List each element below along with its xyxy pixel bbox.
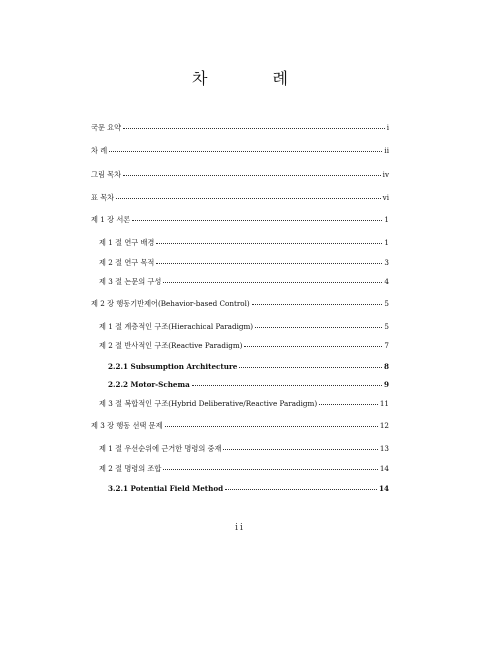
toc-entry-label: 표 목차 <box>91 193 115 202</box>
toc-entry-label: 제 1 절 우선순위에 근거한 명령의 중재 <box>99 444 222 453</box>
toc-entry[interactable] <box>91 299 389 309</box>
toc-entry-label: 제 2 장 행동기반제어(Behavior-based Control) <box>91 299 250 308</box>
toc-entry-page: 3 <box>384 258 389 267</box>
toc-entry-label: 2.2.1 Subsumption Architecture <box>108 362 238 371</box>
toc-entry[interactable] <box>91 170 389 180</box>
toc-entry[interactable] <box>91 421 389 431</box>
dot-leader <box>156 237 382 244</box>
toc-entry-page: vi <box>382 193 389 202</box>
toc-entry-label: 그림 목차 <box>91 170 122 179</box>
dot-leader <box>156 257 382 264</box>
toc-entry-label: 제 1 장 서론 <box>91 215 131 224</box>
toc-entry[interactable] <box>108 362 389 371</box>
toc-entry-page: 7 <box>384 341 389 350</box>
toc-entry-page: 4 <box>384 277 389 286</box>
dot-leader <box>319 398 378 405</box>
dot-leader <box>163 463 378 470</box>
toc-entry-page: 9 <box>383 380 389 389</box>
toc-entry-label: 제 2 절 명령의 조합 <box>99 464 162 473</box>
dot-leader <box>239 361 382 368</box>
toc-entry[interactable] <box>91 193 389 203</box>
toc-entry[interactable] <box>99 238 389 248</box>
dot-leader <box>255 321 382 328</box>
toc-entry-label: 3.2.1 Potential Field Method <box>108 484 224 493</box>
dot-leader <box>192 379 382 386</box>
page-title: 차 례 <box>192 69 318 88</box>
toc-entry-label: 제 1 절 계층적인 구조(Hierachical Paradigm) <box>99 322 254 331</box>
dot-leader <box>132 214 382 221</box>
toc-entry[interactable] <box>99 277 389 287</box>
toc-entry[interactable] <box>91 123 389 133</box>
dot-leader <box>244 340 382 347</box>
dot-leader <box>252 298 383 305</box>
dot-leader <box>225 483 377 490</box>
dot-leader <box>165 420 378 427</box>
toc-entry[interactable] <box>91 146 389 156</box>
toc-entry-page: 1 <box>384 238 389 247</box>
toc-entry-label: 제 3 장 행동 선택 문제 <box>91 421 163 430</box>
toc-entry-page: 13 <box>379 444 389 453</box>
toc-entry-page: 5 <box>384 299 389 308</box>
toc-entry[interactable] <box>99 399 389 409</box>
toc-entry-label: 국문 요약 <box>91 123 122 132</box>
toc-entry-page: 11 <box>379 399 389 408</box>
toc-entry-page: iv <box>382 170 389 179</box>
toc-entry-label: 제 2 절 연구 목적 <box>99 258 155 267</box>
dot-leader <box>223 443 377 450</box>
toc-entry-label: 제 1 절 연구 배경 <box>99 238 155 247</box>
toc-entry-page: i <box>386 123 389 132</box>
dot-leader <box>109 145 382 152</box>
dot-leader <box>163 276 382 283</box>
toc-entry[interactable] <box>99 464 389 474</box>
toc-entry-label: 제 3 절 복합적인 구조(Hybrid Deliberative/Reactive Paradigm) <box>99 399 318 408</box>
toc-entry[interactable] <box>99 258 389 268</box>
page-number: ii <box>235 523 245 533</box>
toc-entry-page: ii <box>384 146 389 155</box>
toc-entry-page: 14 <box>379 464 389 473</box>
toc-entry[interactable] <box>99 341 389 351</box>
toc-entry-page: 14 <box>378 484 389 493</box>
toc-entry[interactable] <box>91 215 389 225</box>
toc-entry[interactable] <box>99 322 389 332</box>
dot-leader <box>123 169 381 176</box>
toc-entry-label: 2.2.2 Motor-Schema <box>108 380 190 389</box>
toc-entry-page: 12 <box>379 421 389 430</box>
toc-entry-label: 제 3 절 논문의 구성 <box>99 277 162 286</box>
toc-entry-page: 8 <box>383 362 389 371</box>
toc-entry[interactable] <box>108 484 389 493</box>
toc-entry-label: 차 례 <box>91 146 108 155</box>
toc-entry-page: 1 <box>384 215 389 224</box>
dot-leader <box>116 192 381 199</box>
toc-entry[interactable] <box>99 444 389 454</box>
dot-leader <box>123 122 385 129</box>
toc-entry[interactable] <box>108 380 389 389</box>
toc-entry-page: 5 <box>384 322 389 331</box>
toc-entry-label: 제 2 절 반사적인 구조(Reactive Paradigm) <box>99 341 243 350</box>
